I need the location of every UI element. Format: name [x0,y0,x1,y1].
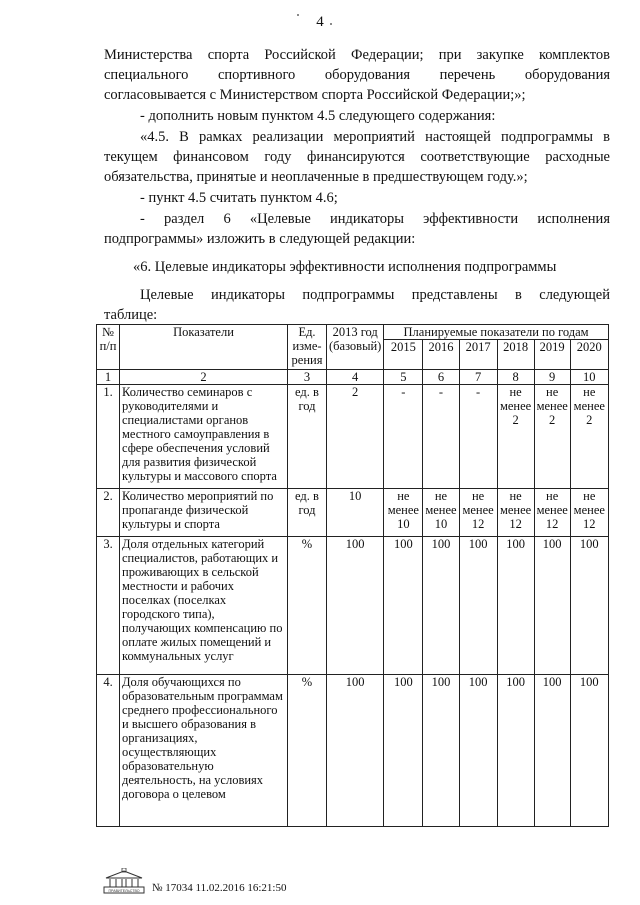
table-row [97,537,609,675]
column-number: 4 [327,370,384,385]
row-indicator: Доля отдельных категорий специалистов, работающих и проживающих в сельской местности и рабочих поселках (поселках городского типа), получающих компенсацию по оплате жилых помещений и коммунальных услуг [120,537,288,675]
row-value: 100 [570,537,608,675]
header-planned: Планируемые показатели по годам [384,325,608,340]
header-indicator: Показатели [120,325,288,370]
header-base-year: 2013 год (базовый) [327,325,384,370]
column-number: 8 [497,370,534,385]
row-value: - [384,385,423,489]
row-value: 100 [384,537,423,675]
indicators-table [96,324,609,827]
row-indicator: Количество мероприятий по пропаганде физической культуры и спорта [120,489,288,537]
row-unit: % [288,537,327,675]
row-value: не менее 2 [534,385,570,489]
header-unit: Ед. изме-рения [288,325,327,370]
header-year: 2017 [459,340,497,370]
body-line-12: Целевые индикаторы подпрограммы представлены в следующей [140,287,610,303]
column-number: 6 [423,370,459,385]
row-base: 10 [327,489,384,537]
scan-speck [297,14,299,16]
row-num: 2. [97,489,120,537]
row-indicator: Количество семинаров с руководителями и специалистами органов местного самоуправления в сфере обеспечения условий для развития физической культуры и массового спорта [120,385,288,489]
row-value: не менее 10 [423,489,459,537]
column-number: 3 [288,370,327,385]
row-value: 100 [497,675,534,827]
row-num: 3. [97,537,120,675]
body-line-3: согласовывается с Министерством спорта Российской Федерации;»; [104,87,526,103]
row-num: 1. [97,385,120,489]
header-year: 2020 [570,340,608,370]
table-row [97,675,609,827]
body-line-1: Министерства спорта Российской Федерации; при закупке комплектов [104,47,610,63]
row-indicator: Доля обучающихся по образовательным программам среднего профессионального и высшего образования в организациях, осуществляющих образовательную деятельность, на условиях договора о целевом [120,675,288,827]
column-number: 10 [570,370,608,385]
row-base: 100 [327,537,384,675]
row-value: 100 [423,675,459,827]
row-value: - [423,385,459,489]
body-line-13: таблице: [104,307,158,323]
header-year: 2019 [534,340,570,370]
row-num: 4. [97,675,120,827]
scan-speck [330,23,332,25]
header-year: 2016 [423,340,459,370]
table-row [97,489,609,537]
row-value: не менее 2 [570,385,608,489]
row-value: 100 [459,537,497,675]
body-line-2: специального спортивного оборудования перечень оборудования [104,67,610,83]
row-value: 100 [534,675,570,827]
body-line-4: - дополнить новым пунктом 4.5 следующего содержания: [140,108,496,124]
header-num: № п/п [97,325,120,370]
section-heading: «6. Целевые индикаторы эффективности исполнения подпрограммы [133,259,557,275]
row-value: не менее 2 [497,385,534,489]
body-line-10: подпрограммы» изложить в следующей редакции: [104,231,416,247]
body-line-6: текущем финансовом году финансируются соответствующие расходные [104,149,610,165]
body-line-7: обязательства, принятые и неоплаченные в предшествующем году.»; [104,169,528,185]
column-number: 7 [459,370,497,385]
registration-stamp: № 17034 11.02.2016 16:21:50 [152,882,287,894]
row-unit: ед. в год [288,489,327,537]
row-value: не менее 12 [534,489,570,537]
column-number: 9 [534,370,570,385]
row-value: 100 [384,675,423,827]
column-number: 5 [384,370,423,385]
row-value: не менее 12 [570,489,608,537]
column-number: 1 [97,370,120,385]
logo-text: ПРАВИТЕЛЬСТВО [108,889,140,893]
page-number: 4 [316,14,324,30]
column-number-row [97,370,609,385]
row-value: - [459,385,497,489]
document-footer [102,868,286,894]
row-value: 100 [534,537,570,675]
body-line-5: «4.5. В рамках реализации мероприятий настоящей подпрограммы в [140,129,610,145]
row-value: 100 [570,675,608,827]
row-value: 100 [423,537,459,675]
row-value: 100 [459,675,497,827]
government-building-icon [102,868,146,894]
row-base: 2 [327,385,384,489]
body-line-9: - раздел 6 «Целевые индикаторы эффективности исполнения [140,211,610,227]
row-base: 100 [327,675,384,827]
header-year: 2018 [497,340,534,370]
header-row-1 [97,325,609,340]
header-year: 2015 [384,340,423,370]
row-value: 100 [497,537,534,675]
row-unit: ед. в год [288,385,327,489]
row-value: не менее 12 [497,489,534,537]
row-unit: % [288,675,327,827]
row-value: не менее 10 [384,489,423,537]
row-value: не менее 12 [459,489,497,537]
body-line-8: - пункт 4.5 считать пунктом 4.6; [140,190,338,206]
column-number: 2 [120,370,288,385]
table-row [97,385,609,489]
